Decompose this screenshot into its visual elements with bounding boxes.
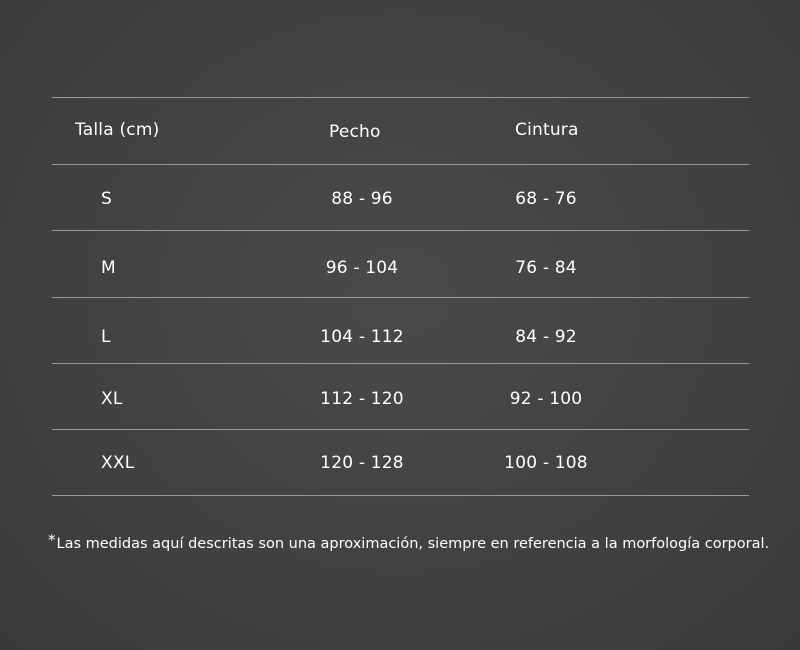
- size-cell: L: [101, 327, 111, 347]
- footnote-asterisk: *: [48, 531, 56, 549]
- size-cell: XL: [101, 389, 123, 409]
- table-row: [52, 231, 749, 298]
- header-waist: Cintura: [515, 120, 579, 140]
- chest-cell: 88 - 96: [331, 189, 393, 209]
- size-table: [52, 97, 749, 496]
- chest-cell: 96 - 104: [325, 258, 399, 278]
- size-cell: S: [101, 189, 112, 209]
- table-row: [52, 430, 749, 496]
- chest-cell: 120 - 128: [320, 453, 404, 473]
- waist-cell: 76 - 84: [515, 258, 577, 278]
- table-row: [52, 364, 749, 430]
- waist-cell: 92 - 100: [509, 389, 583, 409]
- size-cell: XXL: [101, 453, 135, 473]
- header-size: Talla (cm): [75, 120, 160, 140]
- waist-cell: 100 - 108: [504, 453, 588, 473]
- waist-cell: 84 - 92: [515, 327, 577, 347]
- chest-cell: 104 - 112: [320, 327, 404, 347]
- chest-cell: 112 - 120: [320, 389, 404, 409]
- footnote-text: Las medidas aquí descritas son una aproximación, siempre en referencia a la morfología corporal.: [56, 536, 770, 552]
- table-row: [52, 298, 749, 364]
- size-cell: M: [101, 258, 116, 278]
- footnote: [48, 533, 769, 554]
- waist-cell: 68 - 76: [515, 189, 577, 209]
- header-chest: Pecho: [329, 122, 381, 142]
- table-header-row: [52, 98, 749, 165]
- table-row: [52, 165, 749, 231]
